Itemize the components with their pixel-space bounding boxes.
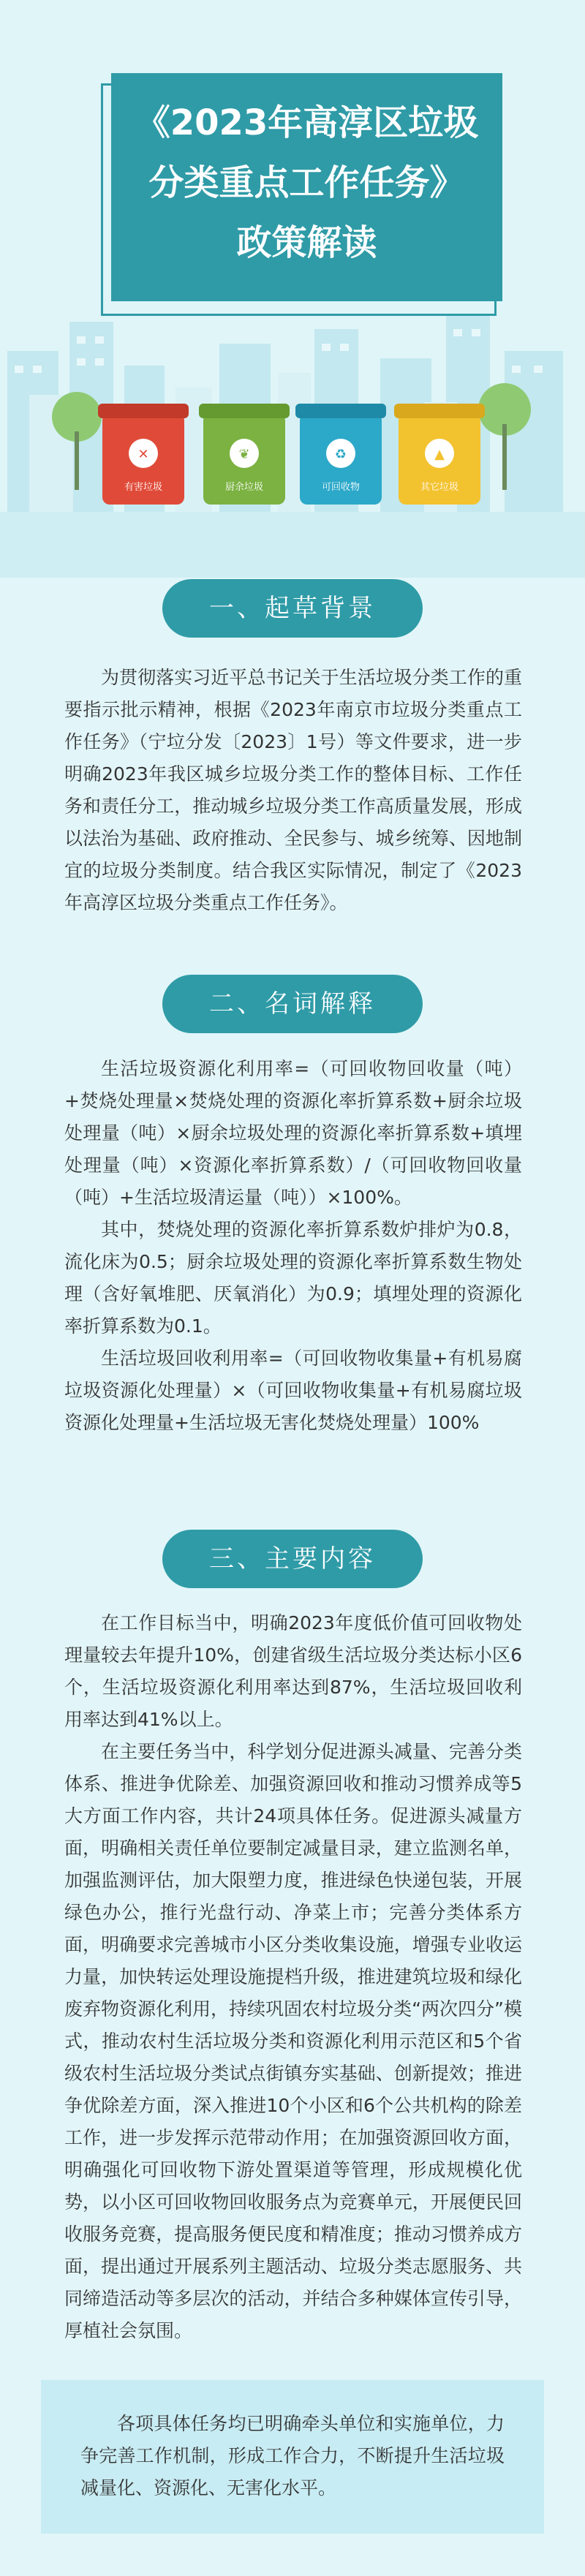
section-body-content xyxy=(64,1607,522,2347)
kitchen-waste-bin-icon xyxy=(199,404,290,505)
paragraph: 生活垃圾回收利用率=（可回收物收集量+有机易腐垃圾资源化处理量）×（可回收物收集量+有机易腐垃圾资源化处理量+生活垃圾无害化焚烧处理量）100% xyxy=(64,1348,522,1433)
hero-banner xyxy=(0,0,585,578)
page-title-box xyxy=(111,73,502,301)
svg-text:♻: ♻ xyxy=(334,447,347,462)
svg-text:❦: ❦ xyxy=(238,447,250,462)
section-body-terms xyxy=(64,1053,522,1439)
paragraph: 生活垃圾资源化利用率=（可回收物回收量（吨）+焚烧处理量×焚烧处理的资源化率折算系数+厨余垃圾处理量（吨）×厨余垃圾处理的资源化率折算系数+填埋处理量（吨）×资源化率折算系数）/（可回收物回收量（吨）+生活垃圾清运量（吨））×100%。 xyxy=(64,1058,522,1208)
section-heading-terms: 二、名词解释 xyxy=(162,975,423,1033)
ground-strip xyxy=(0,512,585,578)
paragraph: 其中，焚烧处理的资源化率折算系数炉排炉为0.8，流化床为0.5；厨余垃圾处理的资源化率折算系数生物处理（含好氧堆肥、厌氧消化）为0.9；填埋处理的资源化率折算系数为0.1。 xyxy=(64,1219,522,1337)
paragraph: 为贯彻落实习近平总书记关于生活垃圾分类工作的重要指示批示精神，根据《2023年南京市垃圾分类重点工作任务》（宁垃分发〔2023〕1号）等文件要求，进一步明确2023年我区城乡垃圾分类工作的整体目标、工作任务和责任分工，推动城乡垃圾分类工作高质量发展，形成以法治为基础、政府推动、全民参与、城乡统筹、因地制宜的垃圾分类制度。结合我区实际情况，制定了《2023年高淳区垃圾分类重点工作任务》。 xyxy=(64,667,522,913)
page-title-line-1: 《2023年高淳区垃圾 xyxy=(135,102,479,143)
page-title-line-3: 政策解读 xyxy=(236,222,377,263)
bin-label-other: 其它垃圾 xyxy=(420,482,459,493)
city-skyline-illustration xyxy=(0,307,585,526)
page-title-line-2: 分类重点工作任务》 xyxy=(148,162,465,203)
section-body-background xyxy=(64,662,522,919)
bin-label-hazardous: 有害垃圾 xyxy=(124,482,163,493)
bin-label-kitchen: 厨余垃圾 xyxy=(224,482,264,493)
paragraph: 在工作目标当中，明确2023年度低价值可回收物处理量较去年提升10%，创建省级生活垃圾分类达标小区6个，生活垃圾资源化利用率达到87%，生活垃圾回收利用率达到41%以上。 xyxy=(64,1612,522,1730)
paragraph: 在主要任务当中，科学划分促进源头减量、完善分类体系、推进争优除差、加强资源回收和推动习惯养成等5大方面工作内容，共计24项具体任务。促进源头减量方面，明确相关责任单位要制定减量目录，建立监测名单，加强监测评估，加大限塑力度，推进绿色快递包装，开展绿色办公，推行光盘行动、净菜上市；完善分类体系方面，明确要求完善城市小区分类收集设施，增强专业收运力量，加快转运处理设施提档升级，推进建筑垃圾和绿化废弃物资源化利用，持续巩固农村垃圾分类“两次四分”模式，推动农村生活垃圾分类和资源化利用示范区和5个省级农村生活垃圾分类试点街镇夯实基础、创新提效；推进争优除差方面，深入推进10个小区和6个公共机构的除差工作，进一步发挥示范带动作用；在加强资源回收方面，明确强化可回收物下游处置渠道等管理，形成规模化优势，以小区可回收物回收服务点为竞赛单元，开展便民回收服务竞赛，提高服务便民度和精准度；推动习惯养成方面，提出通过开展系列主题活动、垃圾分类志愿服务、共同缔造活动等多层次的活动，并结合多种媒体宣传引导，厚植社会氛围。 xyxy=(64,1741,522,2341)
bin-label-recyclable: 可回收物 xyxy=(321,482,361,493)
closing-note: 各项具体任务均已明确牵头单位和实施单位，力争完善工作机制，形成工作合力，不断提升生活垃圾减量化、资源化、无害化水平。 xyxy=(80,2413,505,2498)
closing-note-box xyxy=(41,2380,544,2534)
svg-text:✕: ✕ xyxy=(137,447,149,462)
section-heading-background: 一、起草背景 xyxy=(162,579,423,638)
section-heading-content: 三、主要内容 xyxy=(162,1530,423,1588)
recyclable-bin-icon xyxy=(295,404,386,505)
svg-text:▲: ▲ xyxy=(434,447,445,462)
hazardous-bin-icon xyxy=(98,404,189,505)
other-waste-bin-icon xyxy=(394,404,485,505)
